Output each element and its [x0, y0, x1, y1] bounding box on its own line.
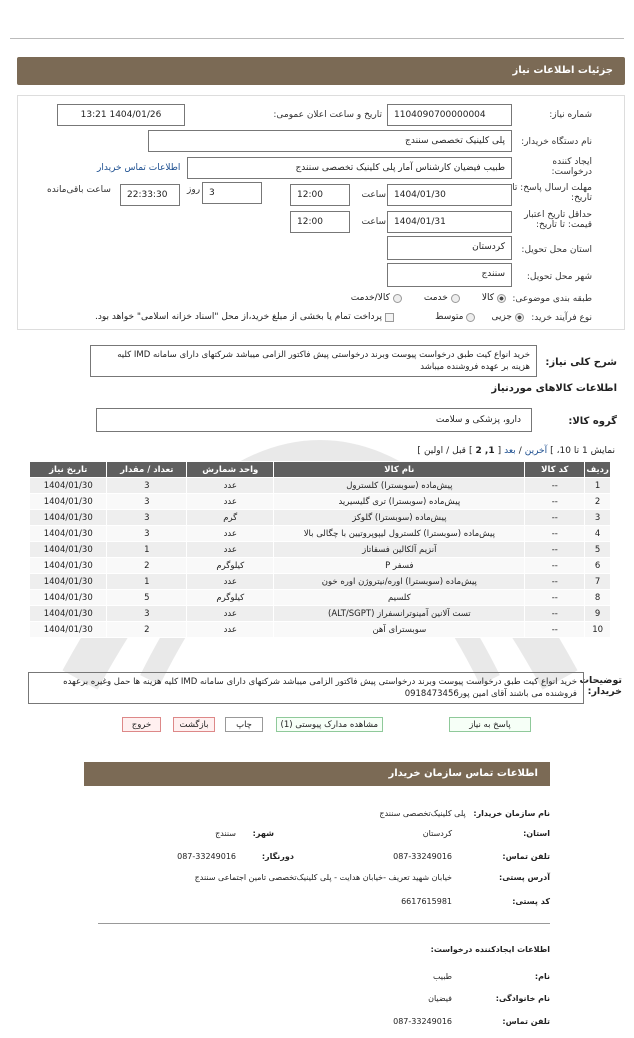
creator-phone-label: تلفن تماس:: [502, 1017, 550, 1026]
buyer-notes-box: خرید انواع کیت طبق درخواست پیوست وبرند درخواستی پیش فاکتور الزامی میباشد شرکتهای دارای سامانه IMD کلیه هزینه ها حمل وغیره برعهده فروشنده می باشند آقای امین پور0918473456: [28, 672, 584, 704]
table-row: [30, 542, 611, 558]
row-number: 1: [585, 478, 611, 494]
exit-button[interactable]: خروج: [122, 717, 161, 732]
radio-icon[interactable]: [451, 294, 460, 303]
item-name: پیش‌ماده (سوبسترا) اوره/نیتروژن اوره خون: [274, 574, 525, 590]
item-code: --: [525, 526, 585, 542]
treasury-payment-option[interactable]: پرداخت تمام یا بخشی از مبلغ خرید،از محل "اسناد خزانه اسلامی" خواهد بود.: [95, 312, 394, 322]
item-qty: 3: [107, 510, 187, 526]
row-number: 5: [585, 542, 611, 558]
table-row: [30, 622, 611, 638]
summary-box: خرید انواع کیت طبق درخواست پیوست وبرند درخواستی پیش فاکتور الزامی میباشد شرکتهای دارای سامانه IMD کلیه هزینه بر عهده فروشنده میباشد: [90, 345, 537, 377]
reply-button[interactable]: پاسخ به نیاز: [449, 717, 531, 732]
panel-title: جزئیات اطلاعات نیاز: [17, 57, 625, 85]
item-date: 1404/01/30: [30, 542, 107, 558]
buyer-notes-label: توضیحات خریدار:: [579, 675, 622, 697]
contact-section-title: اطلاعات تماس سازمان خریدار: [84, 762, 550, 786]
item-name: پیش‌ماده (سوبسترا) کلسترول لیپوپروتیین با چگالی بالا: [274, 526, 525, 542]
item-qty: 2: [107, 558, 187, 574]
contact-province: کردستان: [422, 829, 452, 838]
item-unit: عدد: [187, 494, 274, 510]
item-date: 1404/01/30: [30, 494, 107, 510]
group-field: دارو، پزشکی و سلامت: [96, 408, 532, 432]
item-qty: 1: [107, 574, 187, 590]
page-next-link[interactable]: بعد: [504, 446, 516, 456]
item-date: 1404/01/30: [30, 478, 107, 494]
col-qty-header: تعداد / مقدار: [107, 462, 187, 478]
price-time-label: ساعت: [361, 217, 386, 227]
row-number: 6: [585, 558, 611, 574]
announce-field: 1404/01/26 13:21: [57, 104, 185, 126]
need-number-field: 1104090700000004: [387, 104, 512, 126]
days-field: 3: [202, 182, 262, 204]
summary-label: شرح کلی نیاز:: [545, 357, 617, 368]
radio-icon[interactable]: [497, 294, 506, 303]
province-field: کردستان: [387, 236, 512, 260]
page-first-link[interactable]: اولین: [423, 446, 444, 456]
item-code: --: [525, 542, 585, 558]
item-name: پیش‌ماده (سوبسترا) تری گلیسیرید: [274, 494, 525, 510]
table-row: [30, 494, 611, 510]
item-unit: کیلوگرم: [187, 590, 274, 606]
process-radio-group: [435, 312, 524, 322]
contact-phone-label: تلفن تماس:: [502, 852, 550, 861]
announce-label: تاریخ و ساعت اعلان عمومی:: [273, 110, 382, 120]
process-option-medium[interactable]: متوسط: [435, 312, 475, 322]
reply-date-field: 1404/01/30: [387, 184, 512, 206]
creator-name-label: نام:: [534, 972, 550, 981]
item-unit: عدد: [187, 542, 274, 558]
category-radio-group: [351, 293, 506, 303]
row-number: 7: [585, 574, 611, 590]
buyer-org-field: پلی کلینیک تخصصی سنندج: [148, 130, 512, 152]
contact-fax-label: دورنگار:: [261, 852, 294, 861]
reply-deadline-label: مهلت ارسال پاسخ: تا تاریخ:: [512, 183, 592, 203]
table-row: [30, 590, 611, 606]
contact-org: نام سازمان خریدار: پلی کلینیک‌تخصصی سنندج: [379, 809, 550, 818]
item-code: --: [525, 622, 585, 638]
contact-address: خیابان شهید تعریف -خیابان هدایت - پلی کلینیک‌تخصصی تامین اجتماعی سنندج: [194, 873, 452, 882]
row-number: 10: [585, 622, 611, 638]
price-date-field: 1404/01/31: [387, 211, 512, 233]
creator-label: ایجاد کننده درخواست:: [551, 157, 592, 177]
item-name: پیش‌ماده (سوبسترا) گلوکز: [274, 510, 525, 526]
province-label: استان محل تحویل:: [521, 245, 592, 255]
item-unit: عدد: [187, 478, 274, 494]
row-number: 4: [585, 526, 611, 542]
page-numbers[interactable]: 1, 2: [475, 446, 495, 456]
contact-province-label: استان:: [523, 829, 550, 838]
item-unit: کیلوگرم: [187, 558, 274, 574]
item-date: 1404/01/30: [30, 510, 107, 526]
price-validity-label: حداقل تاریخ اعتبار قیمت: تا تاریخ:: [524, 210, 592, 230]
col-row-header: ردیف: [585, 462, 611, 478]
page-last-link[interactable]: آخرین: [524, 446, 548, 456]
pagination: نمایش 1 تا 10، ] آخرین / بعد [ 1, 2 ] قبل / اولین ]: [417, 446, 615, 456]
radio-icon[interactable]: [393, 294, 402, 303]
col-code-header: کد کالا: [525, 462, 585, 478]
process-label: نوع فرآیند خرید:: [531, 313, 592, 323]
item-date: 1404/01/30: [30, 526, 107, 542]
table-row: [30, 606, 611, 622]
table-header-row: [30, 462, 611, 478]
remaining-time-field: 22:33:30: [120, 184, 180, 206]
row-number: 9: [585, 606, 611, 622]
contact-postal: 6617615981: [401, 897, 452, 906]
item-name: تست آلانین آمینوترانسفراز (ALT/SGPT): [274, 606, 525, 622]
col-date-header: تاریخ نیاز: [30, 462, 107, 478]
row-number: 3: [585, 510, 611, 526]
items-table-wrap: [29, 461, 611, 638]
item-date: 1404/01/30: [30, 622, 107, 638]
days-label: روز: [187, 185, 201, 195]
contact-phone: 087-33249016: [393, 852, 452, 861]
creator-field: طبیب فیضیان کارشناس آمار پلی کلینیک تخصصی سنندج: [187, 157, 512, 179]
table-row: [30, 478, 611, 494]
item-name: فسفر P: [274, 558, 525, 574]
item-qty: 5: [107, 590, 187, 606]
creator-name: طبیب: [432, 972, 452, 981]
item-qty: 3: [107, 494, 187, 510]
radio-icon[interactable]: [515, 313, 524, 322]
table-row: [30, 558, 611, 574]
table-row: [30, 510, 611, 526]
item-name: سوبسترای آهن: [274, 622, 525, 638]
category-option-both[interactable]: کالا/خدمت: [351, 293, 402, 303]
page-prev-link[interactable]: قبل: [452, 446, 466, 456]
item-code: --: [525, 478, 585, 494]
back-button[interactable]: بازگشت: [173, 717, 215, 732]
city-field: سنندج: [387, 263, 512, 287]
contact-address-label: آدرس پستی:: [499, 873, 550, 882]
city-label: شهر محل تحویل:: [526, 272, 592, 282]
contact-city-label: شهر:: [252, 829, 274, 838]
item-qty: 1: [107, 542, 187, 558]
price-time-field: 12:00: [290, 211, 350, 233]
item-code: --: [525, 510, 585, 526]
category-option-goods[interactable]: کالا: [482, 293, 506, 303]
creator-family: فیضیان: [428, 994, 452, 1003]
items-table: [29, 461, 611, 638]
item-code: --: [525, 590, 585, 606]
radio-icon[interactable]: [466, 313, 475, 322]
table-row: [30, 526, 611, 542]
item-qty: 2: [107, 622, 187, 638]
item-qty: 3: [107, 478, 187, 494]
attachments-button[interactable]: مشاهده مدارک پیوستی (1): [276, 717, 383, 732]
row-number: 8: [585, 590, 611, 606]
table-row: [30, 574, 611, 590]
contact-postal-label: کد پستی:: [512, 897, 550, 906]
col-name-header: نام کالا: [274, 462, 525, 478]
row-number: 2: [585, 494, 611, 510]
item-unit: گرم: [187, 510, 274, 526]
buyer-org-label: نام دستگاه خریدار:: [521, 137, 592, 147]
item-qty: 3: [107, 606, 187, 622]
item-code: --: [525, 558, 585, 574]
col-unit-header: واحد شمارش: [187, 462, 274, 478]
contact-info-link[interactable]: اطلاعات تماس خریدار: [97, 163, 181, 173]
creator-family-label: نام خانوادگی:: [495, 994, 550, 1003]
contact-city: سنندج: [215, 829, 236, 838]
item-unit: عدد: [187, 622, 274, 638]
checkbox-icon[interactable]: [385, 313, 394, 322]
item-unit: عدد: [187, 606, 274, 622]
category-label: طبقه بندی موضوعی:: [512, 294, 592, 304]
item-code: --: [525, 574, 585, 590]
item-qty: 3: [107, 526, 187, 542]
item-date: 1404/01/30: [30, 590, 107, 606]
need-number-label: شماره نیاز:: [549, 110, 592, 120]
print-button[interactable]: چاپ: [225, 717, 263, 732]
item-name: آنزیم آلکالین فسفاتاز: [274, 542, 525, 558]
remaining-label: ساعت باقی‌مانده: [47, 185, 111, 195]
contact-divider: [98, 923, 550, 924]
item-unit: عدد: [187, 526, 274, 542]
item-name: پیش‌ماده (سوبسترا) کلسترول: [274, 478, 525, 494]
item-date: 1404/01/30: [30, 558, 107, 574]
item-unit: عدد: [187, 574, 274, 590]
goods-section-title: اطلاعات کالاهای موردنیاز: [491, 383, 617, 394]
group-label: گروه کالا:: [568, 416, 617, 427]
reply-time-label: ساعت: [361, 190, 386, 200]
category-option-service[interactable]: خدمت: [424, 293, 460, 303]
item-name: کلسیم: [274, 590, 525, 606]
creator-section-title: اطلاعات ایجادکننده درخواست:: [430, 945, 550, 954]
creator-phone: 087-33249016: [393, 1017, 452, 1026]
contact-fax: 087-33249016: [177, 852, 236, 861]
item-code: --: [525, 606, 585, 622]
item-code: --: [525, 494, 585, 510]
item-date: 1404/01/30: [30, 606, 107, 622]
reply-time-field: 12:00: [290, 184, 350, 206]
items-table-body: [30, 478, 611, 638]
top-divider: [10, 38, 624, 39]
process-option-minor[interactable]: جزیی: [491, 312, 524, 322]
item-date: 1404/01/30: [30, 574, 107, 590]
